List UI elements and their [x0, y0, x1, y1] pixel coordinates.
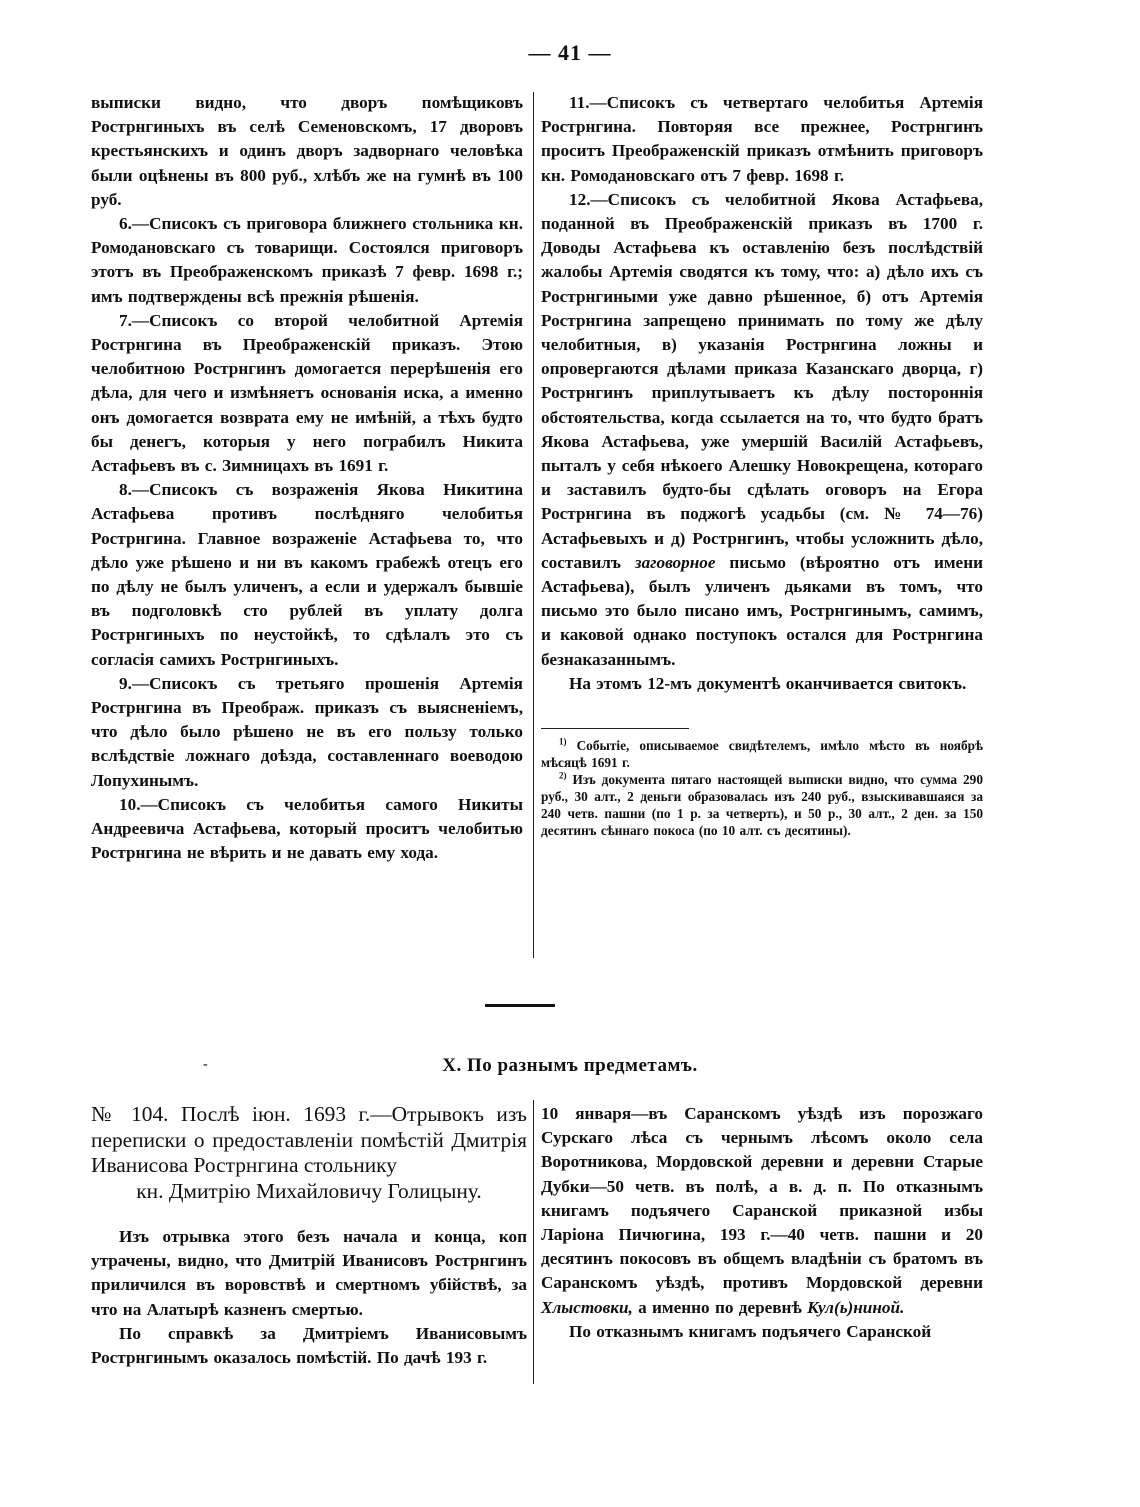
item-12-text-end: письмо (вѣроятно отъ имени Астафьева), былъ уличенъ дьяками въ томъ, что письмо это было писано имъ, Рострнгинымъ, самимъ, и каковой однако поступокъ остался для Рострнгина безнаказаннымъ. [541, 552, 983, 669]
column-divider-top [533, 92, 534, 958]
top-left-column [91, 91, 523, 866]
right-text-2: а именно по деревнѣ [638, 1297, 802, 1317]
document-paragraph-1: Изъ отрывка этого безъ начала и конца, коп утрачены, видно, что Дмитрій Иванисовъ Рострнгинъ приличился въ воровствѣ и смертномъ убійствѣ, за что на Алатырѣ казненъ смертью. [91, 1227, 527, 1319]
place-name-kulninoy: Кул(ь)ниной. [807, 1297, 905, 1317]
paragraph-item-12 [541, 188, 983, 672]
paragraph-item-7: 7.—Списокъ со второй челобитной Артемія Рострнгина въ Преображенскій приказъ. Этою челобитною Рострнгинъ домогается перерѣшенія его дѣла, для чего и измѣняетъ основанія иска, а именно онъ домогается возврата ему не имѣній, а тѣхъ будто бы денегъ, которыя у него пограбилъ Никита Астафьевъ въ с. Зимницахъ въ 1691 г. [91, 310, 523, 476]
footnote-mark-1: 1) [559, 736, 567, 747]
footnote-text-2: Изъ документа пятаго настоящей выписки видно, что сумма 290 руб., 30 алт., 2 деньги образовалась изъ 240 руб., взыскивавшаяся за 240 четв. пашни (по 1 р. за четверть), и 50 р., 30 алт., 2 ден. за 150 десятинъ сѣннаго покоса (по 10 алт. съ десятины). [541, 772, 983, 839]
item-12-italic-word: заговорное [634, 552, 716, 572]
document-right-paragraph [541, 1102, 983, 1320]
document-right-last: По отказнымъ книгамъ подъячего Саранской [569, 1321, 932, 1341]
footnote-1 [541, 737, 983, 771]
document-paragraph-2: По справкѣ за Дмитріемъ Иванисовымъ Рострнгинымъ оказалось помѣстій. По дачѣ 193 г. [91, 1323, 527, 1368]
bottom-right-column [541, 1102, 983, 1344]
page-number: — 41 — [528, 40, 612, 65]
paragraph-item-10: 10.—Списокъ съ челобитья самого Никиты Андреевича Астафьева, который проситъ челобитью Рострнгина не вѣрить и не давать ему хода. [91, 794, 523, 863]
paragraph-closing: На этомъ 12-мъ документѣ оканчивается свитокъ. [569, 673, 967, 693]
footnote-mark-2: 2) [559, 770, 567, 781]
footnote-divider [541, 728, 689, 729]
top-right-column [541, 91, 983, 839]
section-separator [485, 1004, 555, 1007]
right-text-1: 10 января—въ Саранскомъ уѣздѣ изъ порозжаго Сурскаго лѣса съ чернымъ лѣсомъ около села Воротникова, Мордовской деревни и деревни Старые Дубки—50 четв. въ полѣ, а в. д. п. По отказнымъ книгамъ подъячего Саранской приказной избы Ларіона Пичюгина, 193 г.—40 четв. пашни и 20 десятинъ покосовъ въ общемъ владѣніи съ братомъ въ Саранскомъ уѣздѣ, противъ Мордовской деревни [541, 1104, 983, 1293]
column-divider-bottom [533, 1100, 534, 1384]
section-heading: X. По разнымъ предметамъ. [442, 1055, 698, 1076]
document-title-line1: № 104. Послѣ іюн. 1693 г.—Отрывокъ изъ переписки о предоставленіи помѣстій Дмитрія Иванисова Рострнгина стольнику [91, 1102, 527, 1178]
place-name-khlystovki: Хлыстовки, [541, 1297, 633, 1317]
stray-dash: - [203, 1057, 208, 1072]
footnote-2 [541, 771, 983, 839]
item-12-text: 12.—Списокъ съ челобитной Якова Астафьева, поданной въ Преображенскій приказъ въ 1700 г. Доводы Астафьева къ оставленію безъ послѣдствій жалобы Артемія сводятся къ тому, что: а) дѣло ихъ съ Рострнгиными уже давно рѣшенное, б) отъ Артемія Рострнгина запрещено принимать по тому же дѣлу челобитныя, в) указанія Рострнгина ложны и опровергаются дѣлами приказа Казанскаго дворца, г) Рострнгинъ приплутываетъ къ дѣлу постороннія обстоятельства, когда ссылается на то, что будто братъ Якова Астафьева, уже умершій Василій Астафьевъ, пыталъ у себя нѣкоего Алешку Новокрещена, котораго и заставилъ будто-бы сдѣлать оговоръ на Егора Рострнгина въ поджогѣ усадьбы (см. № 74—76) Астафьевыхъ и д) Рострнгинъ, чтобы усложнить дѣло, составилъ [541, 189, 983, 572]
footnotes [541, 737, 983, 839]
document-title [91, 1102, 527, 1204]
paragraph-item-9: 9.—Списокъ съ третьяго прошенія Артемія Рострнгина въ Преображ. приказъ съ выясненіемъ, что дѣло было рѣшено не въ его пользу только вслѣдствіе ложнаго доѣзда, составленнаго воеводою Лопухинымъ. [91, 673, 523, 790]
paragraph-item-11: 11.—Списокъ съ четвертаго челобитья Артемія Рострнгина. Повторяя все прежнее, Рострнгинъ проситъ Преображенскій приказъ отмѣнить приговоръ кн. Ромодановскаго отъ 7 февр. 1698 г. [541, 93, 983, 185]
document-title-line2: кн. Дмитрію Михайловичу Голицыну. [136, 1178, 482, 1203]
bottom-left-column [91, 1225, 527, 1370]
paragraph-item-6: 6.—Списокъ съ приговора ближнего стольника кн. Ромодановскаго съ товарищи. Состоялся приговоръ этотъ въ Преображенскомъ приказѣ 7 февр. 1698 г.; имъ подтверждены всѣ прежнія рѣшенія. [91, 214, 523, 306]
footnote-text-1: Событіе, описываемое свидѣтелемъ, имѣло мѣсто въ ноябрѣ мѣсяцѣ 1691 г. [541, 738, 984, 771]
paragraph-continuation: выписки видно, что дворъ помѣщиковъ Рострнгиныхъ въ селѣ Семеновскомъ, 17 дворовъ крестьянскихъ и одинъ дворъ задворнаго человѣка были оцѣнены въ 800 руб., хлѣбъ же на гумнѣ въ 100 руб. [91, 93, 523, 209]
paragraph-item-8: 8.—Списокъ съ возраженія Якова Никитина Астафьева противъ послѣдняго челобитья Рострнгина. Главное возраженіе Астафьева то, что дѣло уже рѣшено и ни въ какомъ грабежѣ отецъ его по дѣлу не былъ уличенъ, а если и удержалъ бывшіе въ подголовкѣ сто рублей въ уплату долга Рострнгиныхъ по неустойкѣ, то сдѣлалъ это съ согласія самихъ Рострнгиныхъ. [91, 480, 523, 669]
